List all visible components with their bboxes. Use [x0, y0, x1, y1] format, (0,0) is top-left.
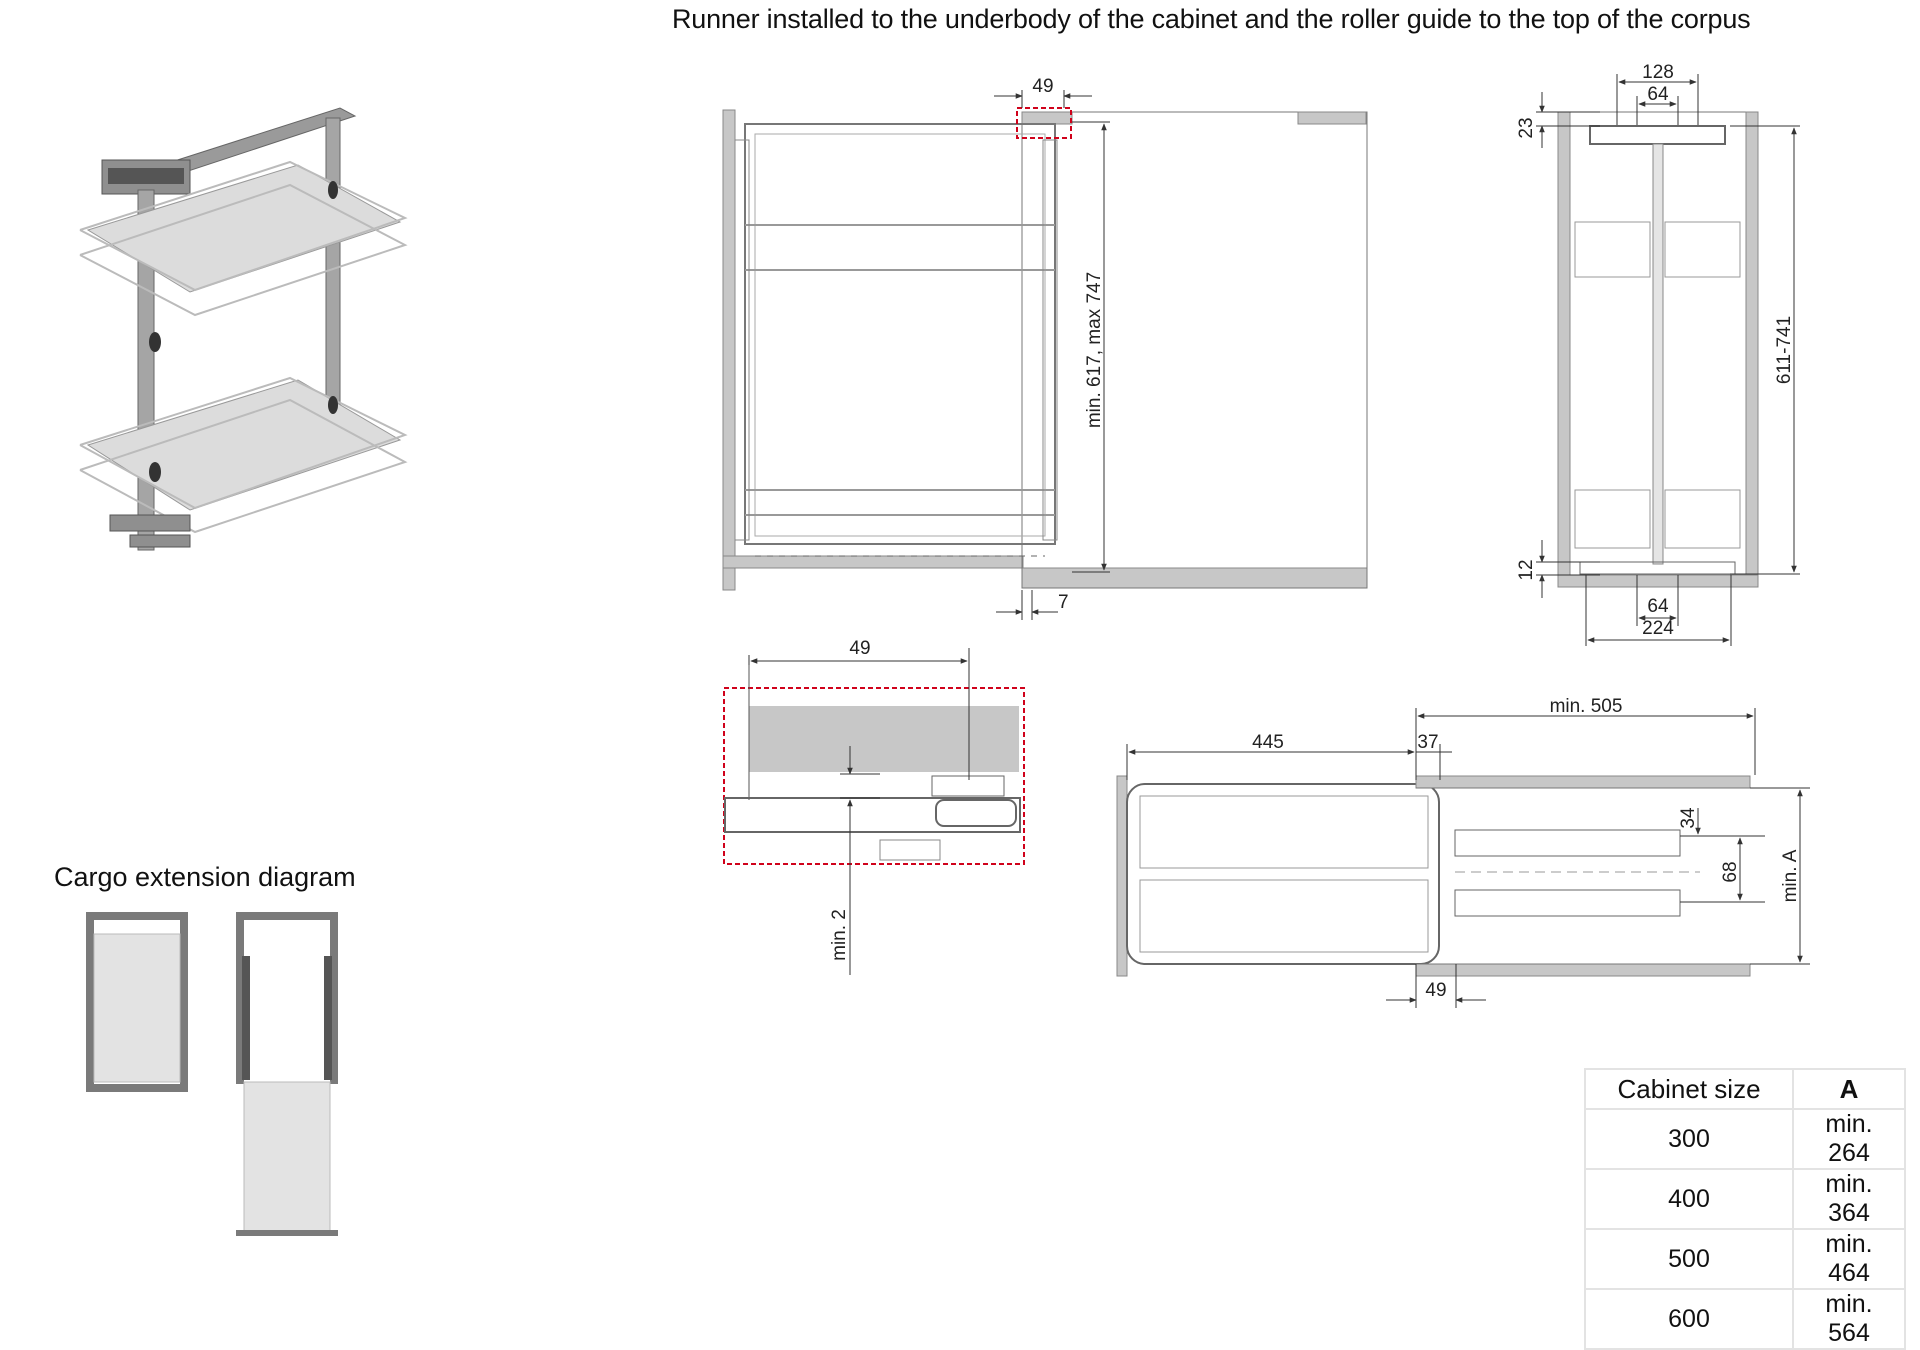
table-row [1585, 1169, 1905, 1229]
dim-plan-depth: 445 [1252, 732, 1284, 753]
table-cell-a: min. 564 [1793, 1289, 1905, 1349]
dim-front-inner-top: 64 [1647, 84, 1669, 105]
dim-front-width-bottom: 224 [1642, 618, 1674, 639]
dim-front-bottom-offset: 12 [1516, 559, 1537, 581]
dim-plan-rail-gap: 34 [1678, 807, 1699, 829]
table-cell-size: 500 [1585, 1229, 1793, 1289]
table-row [1585, 1229, 1905, 1289]
table-header-cabinet-size: Cabinet size [1585, 1069, 1793, 1109]
dim-front-height: 611-741 [1774, 315, 1795, 385]
dim-plan-offset: 37 [1417, 732, 1439, 753]
plan-view [1117, 708, 1810, 1008]
table-row [1585, 1109, 1905, 1169]
diagram-title: Runner installed to the underbody of the cabinet and the roller guide to the top of the corpus [672, 4, 1751, 34]
cargo-closed-icon [86, 912, 188, 1092]
table-cell-size: 400 [1585, 1169, 1793, 1229]
dim-side-top: 49 [1032, 76, 1054, 97]
dim-side-bottom: 7 [1058, 592, 1069, 613]
product-illustration [80, 108, 405, 550]
table-header-row [1585, 1069, 1905, 1109]
dim-plan-bottom-gap: 49 [1425, 980, 1447, 1001]
dim-side-height: min. 617, max 747 [1084, 271, 1105, 429]
table-cell-size: 300 [1585, 1109, 1793, 1169]
detail-view [724, 648, 1024, 975]
dim-front-width-top: 128 [1642, 62, 1674, 83]
cargo-extension-title: Cargo extension diagram [54, 862, 356, 892]
dim-front-top-offset: 23 [1516, 117, 1537, 139]
dim-front-inner-bottom: 64 [1647, 596, 1669, 617]
table-cell-a: min. 364 [1793, 1169, 1905, 1229]
dim-detail-width: 49 [849, 638, 871, 659]
table-cell-a: min. 264 [1793, 1109, 1905, 1169]
table-row [1585, 1289, 1905, 1349]
dim-plan-rail-spacing: 68 [1720, 861, 1741, 883]
dim-detail-gap: min. 2 [829, 909, 850, 961]
dim-plan-min-width: min. A [1780, 849, 1801, 903]
table-header-a: A [1793, 1069, 1905, 1109]
front-view [1536, 74, 1800, 646]
dim-plan-min-depth: min. 505 [1549, 696, 1623, 717]
table-cell-a: min. 464 [1793, 1229, 1905, 1289]
side-view [723, 90, 1367, 620]
cargo-extended-icon [236, 912, 338, 1236]
cabinet-size-table [1584, 1068, 1906, 1350]
table-cell-size: 600 [1585, 1289, 1793, 1349]
